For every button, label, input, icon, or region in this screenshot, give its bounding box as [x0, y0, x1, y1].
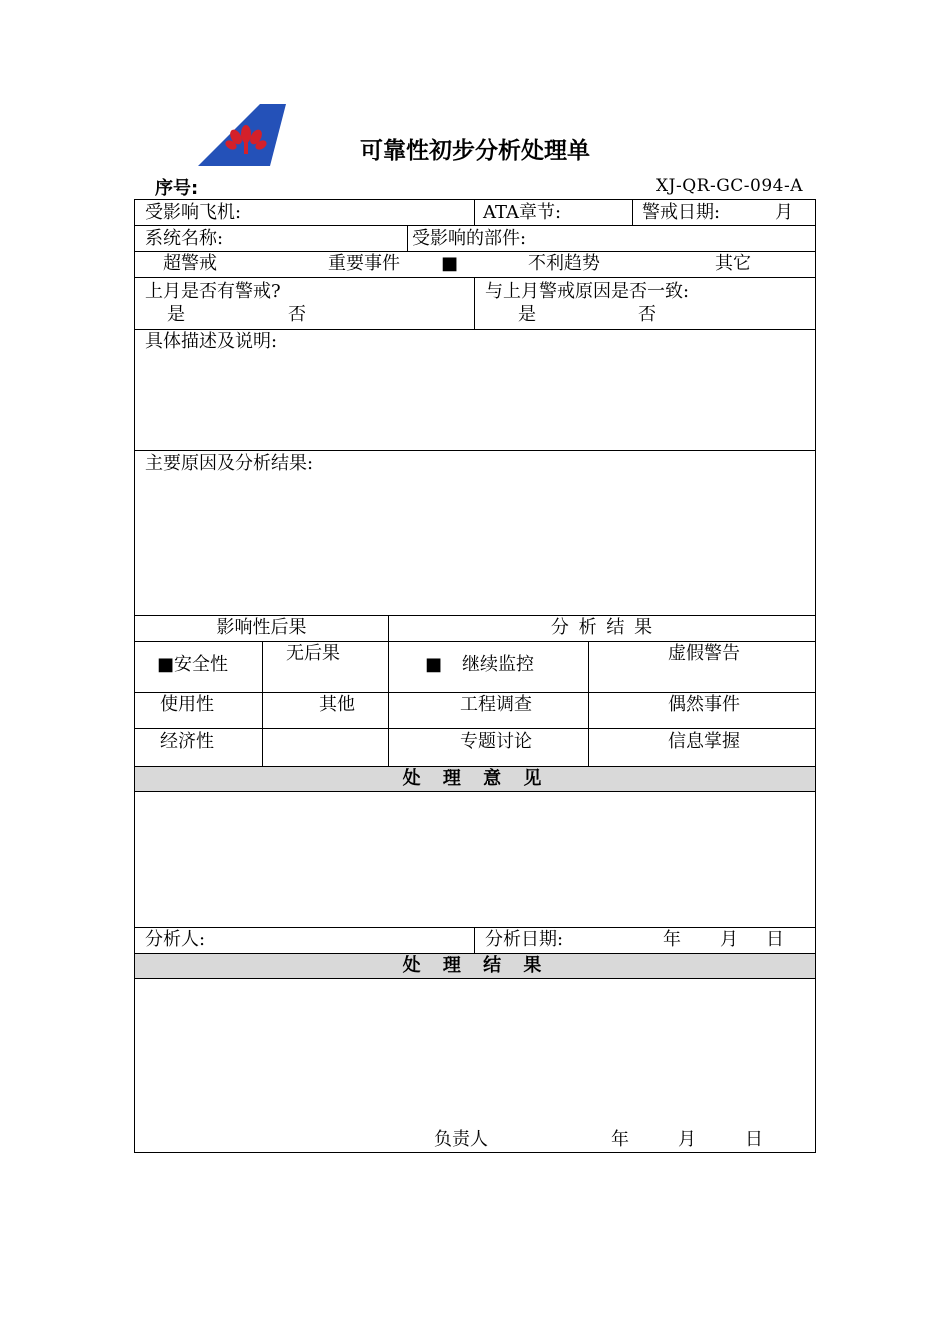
- engineering-survey-label: 工程调查: [460, 694, 532, 715]
- causes-label: 主要原因及分析结果:: [145, 453, 314, 474]
- footer-month: 月: [678, 1129, 696, 1150]
- info-grasp-label: 信息掌握: [668, 731, 740, 752]
- analysis-date-day: 日: [766, 929, 784, 950]
- analysis-date-year: 年: [663, 929, 681, 950]
- last-month-alert-question: 上月是否有警戒?: [145, 281, 281, 302]
- other-consequence-label: 其他: [319, 694, 355, 715]
- document-code: XJ-QR-GC-094-A: [656, 176, 803, 196]
- alert-date-label: 警戒日期:: [642, 202, 721, 223]
- same-cause-question: 与上月警戒原因是否一致:: [485, 281, 690, 302]
- adverse-trend-label: 不利趋势: [528, 253, 600, 274]
- consequence-header: 影响性后果: [216, 617, 307, 638]
- description-label: 具体描述及说明:: [145, 331, 278, 352]
- same-cause-yes-label: 是: [518, 304, 536, 325]
- responsible-person-label: 负责人: [434, 1129, 488, 1150]
- usability-option[interactable]: 使用性: [160, 694, 214, 715]
- footer-year: 年: [611, 1129, 629, 1150]
- footer-day: 日: [745, 1129, 763, 1150]
- ata-chapter-label: ATA章节:: [483, 202, 562, 223]
- continue-monitor-checkbox[interactable]: ■: [425, 654, 443, 675]
- continue-monitor-label: 继续监控: [462, 654, 534, 675]
- affected-component-label: 受影响的部件:: [412, 228, 527, 249]
- accidental-event-label: 偶然事件: [668, 694, 740, 715]
- serial-label: 序号:: [155, 178, 199, 199]
- safety-option[interactable]: ■安全性: [157, 654, 229, 675]
- same-cause-no-label: 否: [638, 304, 656, 325]
- analysis-date-month: 月: [720, 929, 738, 950]
- false-alarm-label: 虚假警告: [668, 643, 740, 664]
- alert-date-month: 月: [775, 202, 793, 223]
- major-event-checkbox[interactable]: ■: [441, 253, 459, 274]
- aircraft-label: 受影响飞机:: [145, 202, 242, 223]
- topic-discussion-label: 专题讨论: [460, 731, 532, 752]
- opinion-header: 处 理 意 见: [402, 768, 550, 789]
- over-alert-label: 超警戒: [163, 253, 217, 274]
- major-event-label: 重要事件: [328, 253, 400, 274]
- last-month-yes-label: 是: [167, 304, 185, 325]
- other-label: 其它: [715, 253, 751, 274]
- economy-option[interactable]: 经济性: [160, 731, 214, 752]
- result-header: 处 理 结 果: [402, 955, 550, 976]
- system-name-label: 系统名称:: [145, 228, 224, 249]
- analyst-label: 分析人:: [145, 929, 206, 950]
- analysis-result-header: 分 析 结 果: [550, 617, 655, 638]
- no-consequence-option[interactable]: 无后果: [286, 643, 340, 664]
- analysis-date-label: 分析日期:: [485, 929, 564, 950]
- last-month-no-label: 否: [288, 304, 306, 325]
- analysis-form: [134, 199, 816, 1153]
- page-title: 可靠性初步分析处理单: [360, 138, 590, 164]
